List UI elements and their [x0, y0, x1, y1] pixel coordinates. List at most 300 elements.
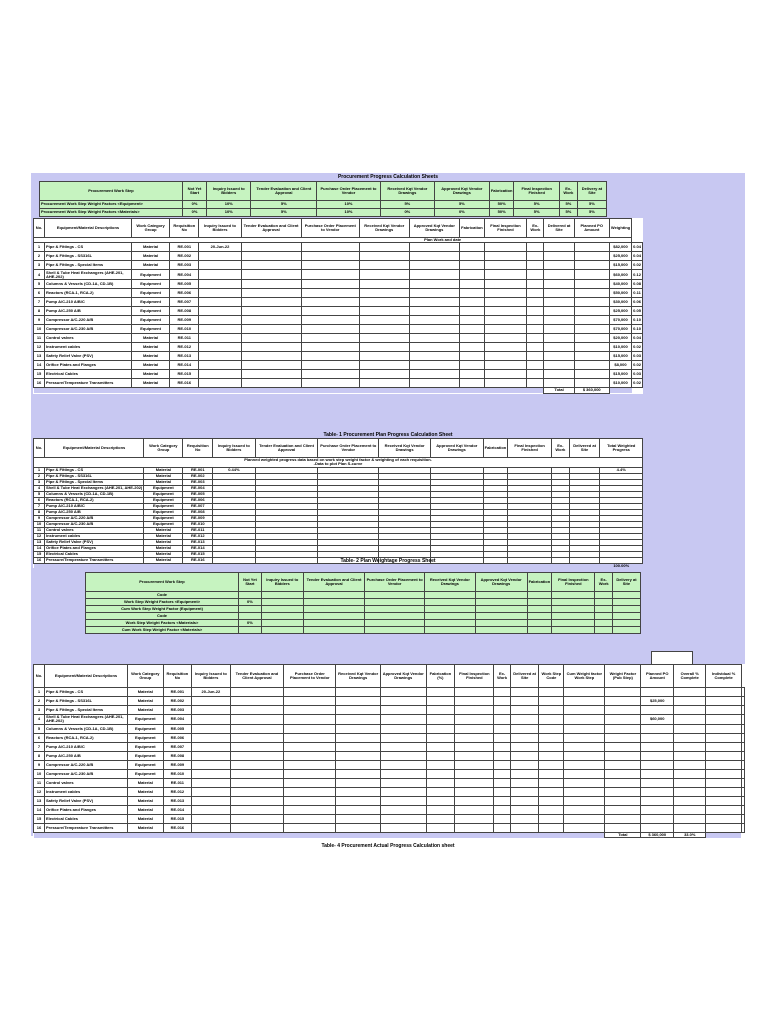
- item-category: Material: [144, 545, 183, 551]
- plan-cell: [574, 343, 609, 352]
- table1-row: [34, 289, 643, 298]
- item-description: Pump A/C-250 A/B: [45, 751, 128, 760]
- actual-cell: [564, 733, 605, 742]
- plan-cell: [484, 352, 527, 361]
- actual-cell: [674, 715, 706, 725]
- plan-cell: [460, 307, 485, 316]
- plan-cell: [484, 379, 527, 388]
- codes-row: [86, 620, 641, 627]
- item-category: Material: [144, 467, 183, 473]
- item-requisition: RE-010: [170, 325, 199, 334]
- table3-row: [34, 751, 745, 760]
- weights-cell: 5%: [559, 209, 577, 217]
- codes-cell: [303, 613, 365, 620]
- plan-cell: [199, 261, 241, 270]
- actual-cell: [426, 778, 455, 787]
- actual-cell: [706, 805, 741, 814]
- actual-cell: [284, 760, 336, 769]
- item-requisition: RE-001: [183, 467, 213, 473]
- plan-cell: [359, 343, 409, 352]
- item-requisition: RE-008: [170, 307, 199, 316]
- table1-header-cell: No.: [34, 219, 45, 238]
- table1-row: [34, 243, 643, 252]
- actual-cell: [284, 778, 336, 787]
- plan-cell: [527, 361, 544, 370]
- item-no: 8: [34, 509, 45, 515]
- actual-cell: [336, 742, 381, 751]
- codes-cell: [475, 613, 527, 620]
- plan-cell: 0.10: [632, 316, 643, 325]
- actual-cell: [674, 796, 706, 805]
- item-no: 16: [34, 557, 45, 563]
- table2-header-cell: Ex-Work: [552, 439, 570, 458]
- plan-cell: [241, 361, 301, 370]
- plan-cell: [460, 298, 485, 307]
- actual-cell: 20-Jun-22: [192, 688, 231, 697]
- item-description: Pipe & Fittings - SS316L: [45, 252, 132, 261]
- table1-header-cell: Equipment/Material Descriptions: [45, 219, 132, 238]
- plan-cell: [199, 298, 241, 307]
- item-description: Control valves: [45, 778, 128, 787]
- plan-cell: [409, 370, 460, 379]
- item-no: 5: [34, 491, 45, 497]
- actual-cell: [741, 778, 744, 787]
- table1-row: [34, 261, 643, 270]
- codes-cell: [475, 599, 527, 606]
- item-requisition: RE-008: [163, 751, 191, 760]
- item-category: Material: [144, 527, 183, 533]
- item-category: Material: [132, 252, 170, 261]
- item-category: Material: [144, 473, 183, 479]
- plan-cell: [460, 379, 485, 388]
- weights-header-cell: Ex-Work: [559, 182, 577, 201]
- actual-cell: [510, 688, 539, 697]
- actual-cell: [230, 751, 284, 760]
- table2-banner-row: [34, 458, 643, 468]
- weights-header-cell: Approved Kqt Vendor Drawings: [434, 182, 489, 201]
- item-description: Pipe & Fittings - CS: [45, 467, 144, 473]
- plan-cell: [301, 298, 359, 307]
- item-requisition: RE-011: [163, 778, 191, 787]
- item-requisition: RE-004: [170, 270, 199, 280]
- plan-cell: [199, 343, 241, 352]
- actual-cell: [605, 724, 641, 733]
- plan-cell: [460, 252, 485, 261]
- actual-cell: [539, 814, 564, 823]
- codes-header-cell: Delivery at Site: [612, 573, 640, 592]
- actual-cell: [284, 814, 336, 823]
- plan-cell: [527, 352, 544, 361]
- table1-header-cell: Weighting: [609, 219, 631, 238]
- actual-cell: [674, 706, 706, 715]
- actual-cell: [381, 706, 427, 715]
- actual-cell: [494, 814, 511, 823]
- plan-cell: [241, 325, 301, 334]
- table2-header-cell: Equipment/Material Descriptions: [45, 439, 144, 458]
- plan-cell: [527, 252, 544, 261]
- actual-cell: [336, 805, 381, 814]
- actual-cell: [494, 724, 511, 733]
- table1-total-value: $ 360,000: [574, 388, 609, 393]
- item-description: Electrical Cables: [45, 814, 128, 823]
- plan-cell: [574, 261, 609, 270]
- item-requisition: RE-009: [183, 515, 213, 521]
- actual-cell: [674, 823, 706, 832]
- codes-cell: [612, 627, 640, 634]
- plan-cell: [574, 334, 609, 343]
- actual-cell: [706, 706, 741, 715]
- actual-cell: [605, 787, 641, 796]
- codes-cell: [475, 592, 527, 599]
- table1-row: [34, 307, 643, 316]
- table3-row: [34, 805, 745, 814]
- weights-cell: 10%: [207, 201, 251, 209]
- codes-cell: [425, 599, 476, 606]
- actual-cell: [674, 697, 706, 706]
- table2-total-spacer: [34, 563, 600, 568]
- weight-factors-table: [39, 181, 607, 217]
- plan-cell: [527, 280, 544, 289]
- item-description: Orifice Plates and Flanges: [45, 361, 132, 370]
- plan-cell: 0.02: [632, 343, 643, 352]
- weights-cell: 5%: [251, 201, 317, 209]
- actual-cell: [426, 706, 455, 715]
- item-category: Equipment: [128, 760, 164, 769]
- plan-cell: [359, 289, 409, 298]
- table3-row: [34, 814, 745, 823]
- item-requisition: RE-006: [163, 733, 191, 742]
- actual-cell: [641, 688, 674, 697]
- plan-cell: 0.05: [632, 307, 643, 316]
- codes-cell: [261, 620, 303, 627]
- item-no: 5: [34, 280, 45, 289]
- item-category: Material: [128, 778, 164, 787]
- table3-total-label: Total: [605, 832, 641, 837]
- actual-cell: [455, 769, 494, 778]
- weights-cell: Procurement Work Step Weight Factors <Materials>: [40, 209, 183, 217]
- table1-row: [34, 280, 643, 289]
- actual-cell: [336, 706, 381, 715]
- codes-row-label: Cum Work Step Weight Factor <Materials>: [86, 627, 239, 634]
- table3-header-cell: Cum Weight factor Work Step: [564, 665, 605, 688]
- codes-cell: [261, 606, 303, 613]
- actual-cell: [641, 742, 674, 751]
- actual-cell: [539, 823, 564, 832]
- actual-cell: [455, 814, 494, 823]
- item-description: Pump A/C-210 A/B/C: [45, 298, 132, 307]
- actual-cell: [426, 733, 455, 742]
- table2-header-cell: Tender Evaluation and Client Approval: [255, 439, 318, 458]
- actual-cell: [674, 760, 706, 769]
- item-description: Compressor A/C-220 A/B: [45, 316, 132, 325]
- item-description: Instrument cables: [45, 787, 128, 796]
- item-no: 8: [34, 307, 45, 316]
- codes-cell: [365, 613, 425, 620]
- item-requisition: RE-016: [170, 379, 199, 388]
- table3-header-cell: Weight Factor (Pub Step): [605, 665, 641, 688]
- actual-cell: [706, 769, 741, 778]
- actual-cell: [426, 742, 455, 751]
- plan-cell: [544, 316, 574, 325]
- actual-cell: [641, 733, 674, 742]
- plan-cell: 0.02: [632, 261, 643, 270]
- item-description: Pump A/C-210 A/B/C: [45, 742, 128, 751]
- plan-cell: 0.02: [632, 361, 643, 370]
- item-no: 6: [34, 497, 45, 503]
- plan-cell: [301, 343, 359, 352]
- item-no: 1: [34, 688, 45, 697]
- plan-cell: [574, 361, 609, 370]
- actual-cell: [605, 688, 641, 697]
- weights-header-cell: Final Inspection Finished: [514, 182, 559, 201]
- actual-cell: [336, 733, 381, 742]
- plan-cell: [199, 379, 241, 388]
- plan-cell: $40,000: [609, 280, 631, 289]
- codes-cell: [261, 613, 303, 620]
- item-category: Material: [144, 533, 183, 539]
- plan-cell: $10,000: [609, 343, 631, 352]
- item-category: Equipment: [132, 280, 170, 289]
- plan-cell: [484, 270, 527, 280]
- codes-cell: [612, 599, 640, 606]
- item-no: 14: [34, 805, 45, 814]
- item-description: Pipe & Fittings - Special Items: [45, 706, 128, 715]
- codes-header-cell: Final Inspection Finished: [552, 573, 595, 592]
- codes-header-row: [86, 573, 641, 592]
- plan-cell: [484, 243, 527, 252]
- weights-cell: 0%: [434, 209, 489, 217]
- actual-cell: [706, 796, 741, 805]
- item-no: 2: [34, 252, 45, 261]
- weights-header-row: [40, 182, 607, 201]
- actual-cell: [539, 742, 564, 751]
- table2-header-cell: Work Category Group: [144, 439, 183, 458]
- actual-cell: [230, 724, 284, 733]
- actual-cell: [510, 787, 539, 796]
- actual-cell: [426, 724, 455, 733]
- actual-cell: [510, 697, 539, 706]
- table2-header-cell: Total Weighted Progress: [600, 439, 643, 458]
- item-category: Equipment: [144, 497, 183, 503]
- table3-header-cell: Delivered at Site: [510, 665, 539, 688]
- table1-header-row: [34, 219, 643, 238]
- item-category: Equipment: [132, 298, 170, 307]
- actual-cell: [192, 751, 231, 760]
- codes-cell: [552, 606, 595, 613]
- item-requisition: RE-016: [183, 557, 213, 563]
- actual-cell: [741, 715, 744, 725]
- plan-cell: [460, 316, 485, 325]
- codes-cell: [239, 613, 262, 620]
- actual-cell: [192, 814, 231, 823]
- table3-header-cell: Final Inspection Finished: [455, 665, 494, 688]
- actual-cell: [381, 823, 427, 832]
- plan-cell: [544, 289, 574, 298]
- actual-cell: [455, 778, 494, 787]
- plan-cell: [199, 316, 241, 325]
- actual-cell: [706, 724, 741, 733]
- actual-cell: [564, 715, 605, 725]
- table1-row: [34, 298, 643, 307]
- actual-cell: [230, 823, 284, 832]
- item-no: 12: [34, 343, 45, 352]
- codes-cell: [425, 620, 476, 627]
- weighted-cell: 4.4%: [600, 467, 643, 473]
- table1-total-row: [34, 388, 643, 393]
- plan-cell: [460, 243, 485, 252]
- actual-cell: [641, 805, 674, 814]
- table1-row: [34, 334, 643, 343]
- codes-cell: [595, 620, 612, 627]
- actual-cell: [564, 697, 605, 706]
- actual-cell: [741, 769, 744, 778]
- plan-cell: [359, 243, 409, 252]
- item-category: Material: [132, 261, 170, 270]
- table3-total-spacer: [34, 832, 605, 837]
- weights-cell: 0%: [183, 201, 207, 209]
- item-requisition: RE-006: [183, 497, 213, 503]
- item-category: Material: [144, 557, 183, 563]
- plan-cell: $8,000: [609, 361, 631, 370]
- actual-cell: [564, 724, 605, 733]
- actual-cell: [192, 769, 231, 778]
- actual-cell: [455, 706, 494, 715]
- actual-cell: [564, 814, 605, 823]
- actual-cell: [564, 751, 605, 760]
- actual-cell: [455, 715, 494, 725]
- item-requisition: RE-010: [183, 521, 213, 527]
- plan-cell: $25,000: [609, 252, 631, 261]
- actual-cell: [641, 706, 674, 715]
- table1-header-cell: Purchase Order Placement to Vendor: [301, 219, 359, 238]
- table3-header-cell: Equipment/Material Descriptions: [45, 665, 128, 688]
- actual-cell: [230, 688, 284, 697]
- item-description: Compressor A/C-230 A/B: [45, 769, 128, 778]
- actual-cell: [381, 697, 427, 706]
- actual-progress-table: [33, 664, 745, 838]
- actual-cell: [381, 787, 427, 796]
- table1-header-cell: Approved Kqt Vendor Drawings: [409, 219, 460, 238]
- actual-cell: [510, 724, 539, 733]
- codes-cell: [475, 627, 527, 634]
- actual-cell: [605, 769, 641, 778]
- actual-cell: [426, 751, 455, 760]
- plan-cell: [199, 270, 241, 280]
- actual-cell: [674, 787, 706, 796]
- plan-cell: [359, 270, 409, 280]
- plan-cell: [241, 270, 301, 280]
- actual-cell: [539, 787, 564, 796]
- plan-cell: [460, 352, 485, 361]
- actual-cell: [336, 715, 381, 725]
- table1-header-cell: Inquiry Issued to Bidders: [199, 219, 241, 238]
- actual-cell: [455, 724, 494, 733]
- plan-cell: [484, 289, 527, 298]
- table2-header-cell: Fabrication: [483, 439, 508, 458]
- item-requisition: RE-008: [183, 509, 213, 515]
- item-category: Material: [132, 352, 170, 361]
- actual-cell: [426, 688, 455, 697]
- table2-banner-line2: -Data to plot Plan S-curve: [313, 461, 363, 467]
- actual-cell: [192, 715, 231, 725]
- actual-cell: [192, 697, 231, 706]
- codes-header-cell: Purchase Order Placement to Vendor: [365, 573, 425, 592]
- table2-header-cell: Requisition No: [183, 439, 213, 458]
- actual-cell: [706, 733, 741, 742]
- actual-cell: [674, 805, 706, 814]
- codes-cell: [239, 606, 262, 613]
- table1-row: [34, 379, 643, 388]
- item-no: 1: [34, 243, 45, 252]
- actual-cell: [706, 814, 741, 823]
- plan-cell: [484, 334, 527, 343]
- plan-cell: $10,000: [609, 379, 631, 388]
- table3-row: [34, 697, 745, 706]
- actual-cell: [539, 760, 564, 769]
- codes-cell: [365, 620, 425, 627]
- actual-cell: [426, 796, 455, 805]
- table3-header-cell: Inquiry Issued to Bidders: [192, 665, 231, 688]
- actual-cell: [426, 760, 455, 769]
- item-requisition: RE-014: [170, 361, 199, 370]
- item-no: 3: [34, 479, 45, 485]
- codes-header-cell: Received Kqt Vendor Drawings: [425, 573, 476, 592]
- plan-cell: 0.06: [632, 298, 643, 307]
- item-description: Reactors (RCA-1, RCA-2): [45, 497, 144, 503]
- codes-cell: 0%: [239, 599, 262, 606]
- codes-cell: [303, 606, 365, 613]
- plan-cell: [241, 261, 301, 270]
- item-category: Material: [128, 823, 164, 832]
- actual-cell: [381, 715, 427, 725]
- codes-row: [86, 599, 641, 606]
- plan-cell: [544, 325, 574, 334]
- plan-cell: [484, 252, 527, 261]
- plan-cell: [241, 370, 301, 379]
- actual-cell: [455, 805, 494, 814]
- plan-cell: [241, 334, 301, 343]
- codes-row: [86, 592, 641, 599]
- actual-cell: [381, 814, 427, 823]
- actual-cell: [539, 805, 564, 814]
- table1-row: [34, 352, 643, 361]
- actual-cell: [455, 796, 494, 805]
- table3-header-cell: Planned PO Amount: [641, 665, 674, 688]
- item-category: Equipment: [144, 521, 183, 527]
- actual-cell: [510, 706, 539, 715]
- table3-row: [34, 724, 745, 733]
- plan-cell: 0.08: [632, 280, 643, 289]
- plan-cell: [199, 334, 241, 343]
- actual-cell: [455, 787, 494, 796]
- actual-cell: [539, 796, 564, 805]
- plan-cell: [199, 352, 241, 361]
- table1-row: [34, 343, 643, 352]
- actual-cell: [605, 760, 641, 769]
- item-category: Material: [132, 243, 170, 252]
- item-no: 10: [34, 521, 45, 527]
- table2-total-value: 100.00%: [600, 563, 643, 568]
- table3-header-cell: Approved Kqt Vendor Drawings: [381, 665, 427, 688]
- table1-header-cell: Planned PO Amount: [574, 219, 609, 238]
- actual-cell: [284, 706, 336, 715]
- item-requisition: RE-004: [183, 485, 213, 491]
- actual-cell: [230, 814, 284, 823]
- item-requisition: RE-001: [170, 243, 199, 252]
- plan-cell: [460, 280, 485, 289]
- actual-cell: [336, 823, 381, 832]
- actual-cell: [741, 724, 744, 733]
